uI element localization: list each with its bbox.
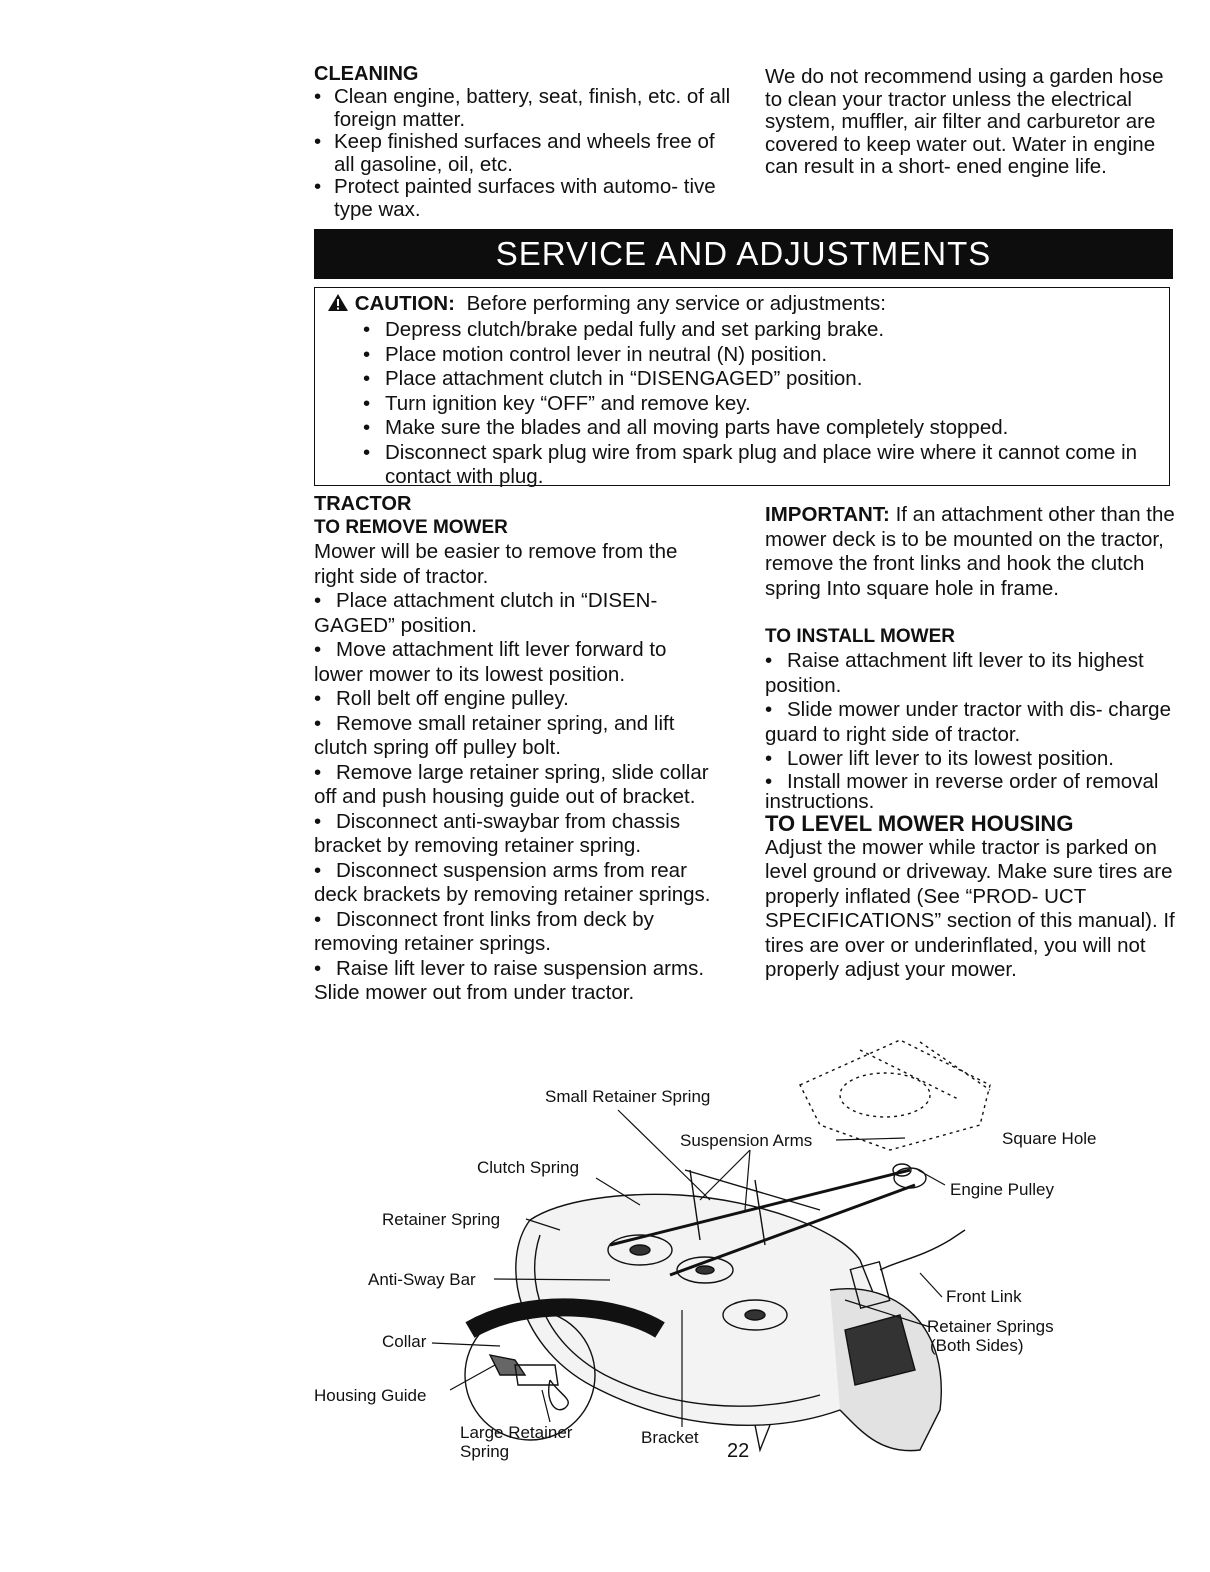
label-square-hole: Square Hole (1002, 1129, 1097, 1148)
remove-mower-title: TO REMOVE MOWER (314, 517, 508, 538)
label-anti-sway-bar: Anti-Sway Bar (368, 1270, 476, 1289)
label-collar: Collar (382, 1332, 427, 1351)
caution-heading (327, 292, 886, 316)
label-both-sides: (Both Sides) (930, 1336, 1024, 1355)
install-step: • Slide mower under tractor with dis- charge guard to right side of tractor. (765, 698, 1175, 747)
remove-step: • Disconnect suspension arms from rear deck brackets by removing retainer springs. (314, 859, 719, 908)
label-front-link: Front Link (946, 1287, 1022, 1306)
install-step: • Install mower in reverse order of removal instructions. (765, 772, 1175, 812)
level-housing-title: TO LEVEL MOWER HOUSING (765, 810, 1074, 836)
tractor-section (314, 492, 719, 1006)
label-large-retainer-spring: Spring (460, 1442, 510, 1461)
caution-item: • Depress clutch/brake pedal fully and set parking brake. (363, 318, 1143, 343)
install-mower-title: TO INSTALL MOWER (765, 626, 955, 647)
caution-item: • Turn ignition key “OFF” and remove key. (363, 392, 1143, 417)
label-retainer-spring: Retainer Spring (382, 1210, 501, 1229)
remove-step: • Move attachment lift lever forward to lower mower to its lowest position. (314, 638, 719, 687)
caution-item: • Place attachment clutch in “DISENGAGED” position. (363, 367, 1143, 392)
label-housing-guide: Housing Guide (314, 1386, 427, 1405)
cleaning-bullet: • Keep finished surfaces and wheels free of all gasoline, oil, etc. (314, 131, 734, 176)
remove-step: • Disconnect front links from deck by removing retainer springs. (314, 908, 719, 957)
caution-item: • Make sure the blades and all moving parts have completely stopped. (363, 416, 1143, 441)
install-step: • Raise attachment lift lever to its highest position. (765, 649, 1175, 698)
remove-step: • Raise lift lever to raise suspension arms. Slide mower out from under tractor. (314, 957, 719, 1006)
page-number: 22 (727, 1440, 750, 1462)
caution-label: CAUTION: (354, 292, 455, 315)
cleaning-bullet: • Clean engine, battery, seat, finish, etc. of all foreign matter. (314, 86, 734, 131)
label-suspension-arms: Suspension Arms (680, 1131, 813, 1150)
label-engine-pulley: Engine Pulley (950, 1180, 1054, 1199)
caution-intro: Before performing any service or adjustments: (466, 292, 886, 315)
remove-step: • Remove small retainer spring, and lift clutch spring off pulley bolt. (314, 712, 719, 761)
remove-step: • Place attachment clutch in “DISEN- GAGED” position. (314, 589, 719, 638)
cleaning-section (314, 62, 734, 221)
remove-step: • Remove large retainer spring, slide collar off and push housing guide out of bracket. (314, 761, 719, 810)
caution-item: • Place motion control lever in neutral (N) position. (363, 343, 1143, 368)
caution-box (314, 287, 1170, 486)
caution-item: • Disconnect spark plug wire from spark plug and place wire where it cannot come in contact with plug. (363, 441, 1143, 490)
cleaning-note-text: We do not recommend using a garden hose to clean your tractor unless the electrical system, muffler, air filter and carburetor are covered to keep water out. Water in engine can result in a short- ened engine life. (765, 65, 1164, 178)
important-label: IMPORTANT: (765, 503, 890, 526)
cleaning-bullet: • Protect painted surfaces with automo- tive type wax. (314, 176, 734, 221)
important-text: If an attachment other than the mower deck is to be mounted on the tractor, remove the front links and hook the clutch spring Into square hole in frame. (765, 503, 1175, 600)
install-step: • Lower lift lever to its lowest position. (765, 747, 1175, 772)
remove-step: • Roll belt off engine pulley. (314, 687, 719, 712)
label-bracket: Bracket (641, 1428, 699, 1447)
caution-list (363, 318, 1143, 490)
tractor-title: TRACTOR (314, 493, 412, 515)
section-banner: SERVICE AND ADJUSTMENTS (314, 229, 1173, 279)
label-clutch-spring: Clutch Spring (477, 1158, 580, 1177)
cleaning-note (765, 66, 1175, 179)
warning-triangle-icon (327, 293, 349, 312)
important-note (765, 503, 1175, 601)
cleaning-title: CLEANING (314, 63, 419, 85)
label-small-retainer-spring: Small Retainer Spring (545, 1087, 711, 1106)
label-large-retainer: Large Retainer (460, 1423, 573, 1442)
remove-step: • Disconnect anti-swaybar from chassis bracket by removing retainer spring. (314, 810, 719, 859)
remove-mower-intro: Mower will be easier to remove from the right side of tractor. (314, 540, 678, 588)
right-column (765, 503, 1175, 983)
label-retainer-springs: Retainer Springs (927, 1317, 1054, 1336)
level-housing-text: Adjust the mower while tractor is parked on level ground or driveway. Make sure tires are properly inflated (See “PROD- UCT SPECIFICATIONS” section of this manual). If tires are over or underinflated, you will not properly adjust your mower. (765, 835, 1175, 981)
